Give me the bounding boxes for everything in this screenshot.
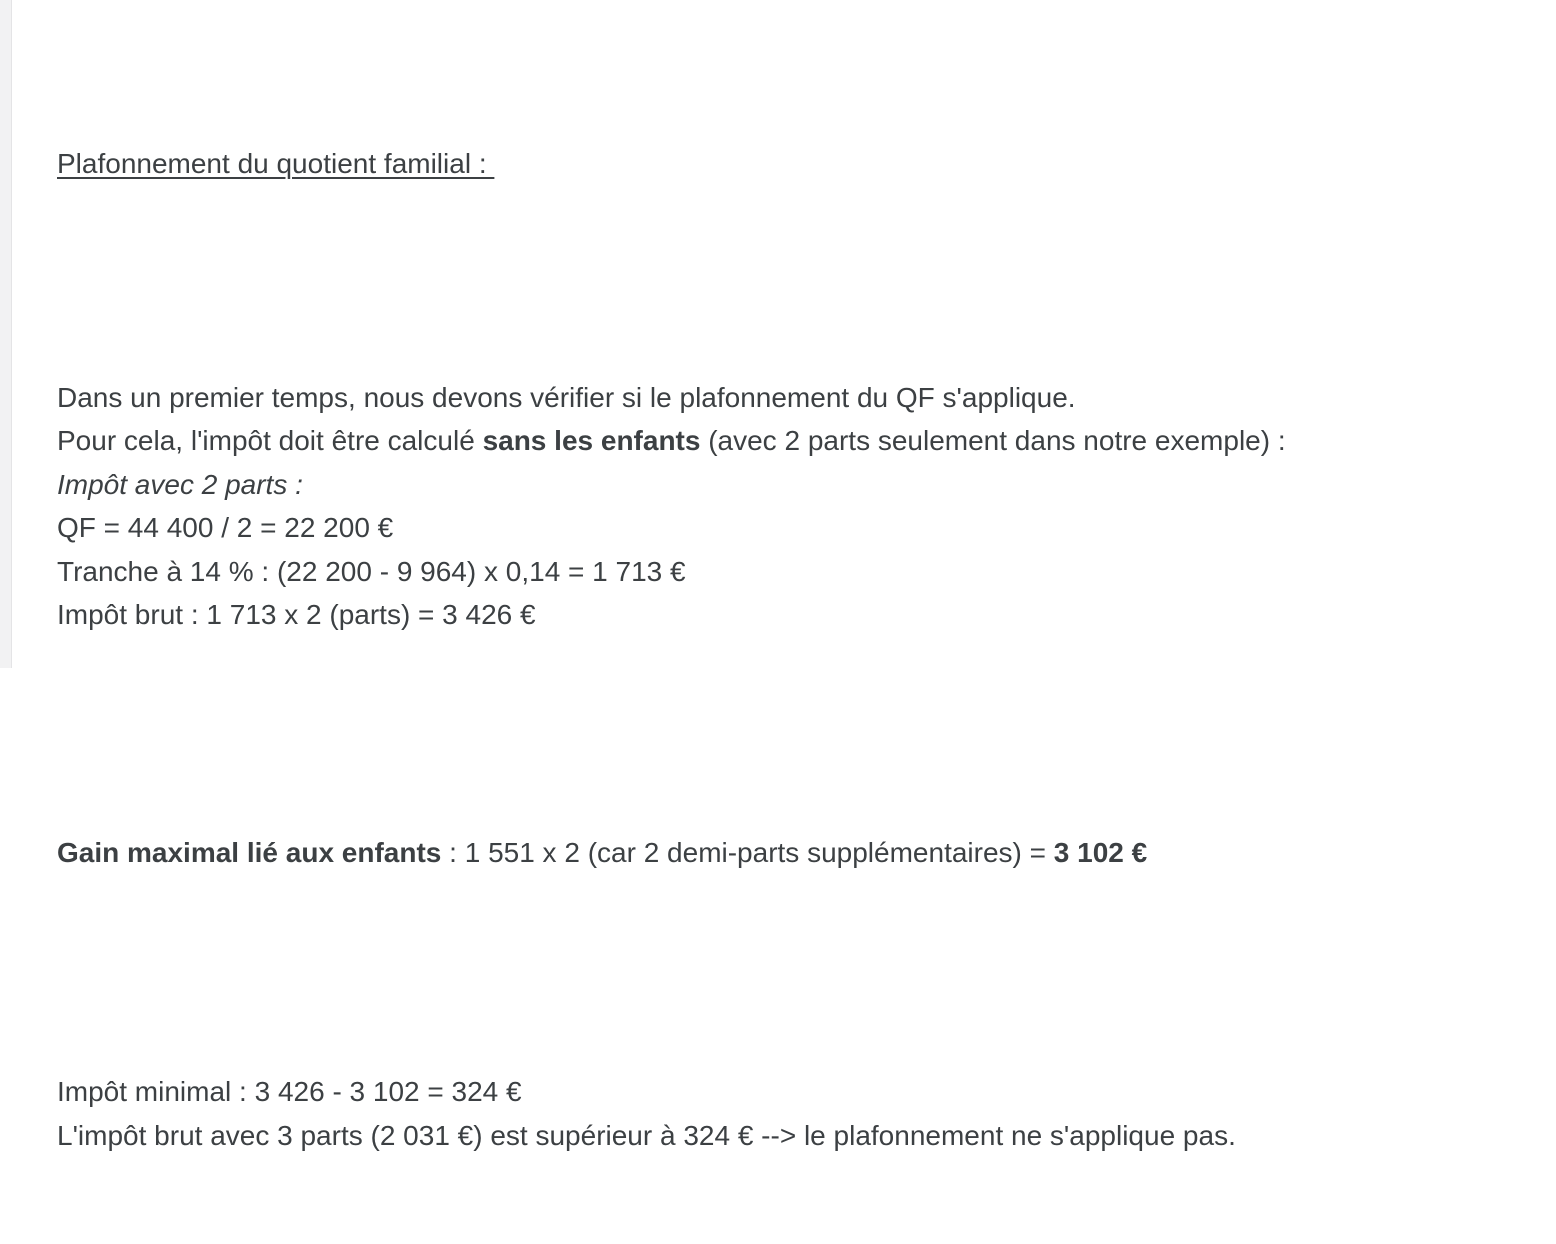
document-body (57, 0, 1516, 1244)
calc-qf-line: QF = 44 400 / 2 = 22 200 € (57, 512, 394, 543)
impot-minimal-line: Impôt minimal : 3 426 - 3 102 = 324 € (57, 1076, 522, 1107)
intro-line-1: Dans un premier temps, nous devons vérifier si le plafonnement du QF s'applique. (57, 381, 1076, 413)
gain-middle: : 1 551 x 2 (car 2 demi-parts supplémentaires) = (441, 837, 1054, 868)
intro-line-3-italic: Impôt avec 2 parts : (57, 468, 303, 500)
gain-result-bold: 3 102 € (1053, 837, 1148, 868)
section-heading-text: Plafonnement du quotient familial : (57, 147, 495, 179)
calc-tranche-line: Tranche à 14 % : (22 200 - 9 964) x 0,14 = 1 713 € (57, 555, 686, 587)
section-heading (57, 142, 1516, 186)
gain-paragraph (57, 831, 1516, 875)
intro-line-2-post: (avec 2 parts seulement dans notre exemple) : (700, 425, 1286, 456)
intro-line-2-bold: sans les enfants (482, 425, 701, 456)
conclusion-paragraph (57, 1070, 1516, 1157)
intro-line-2-pre: Pour cela, l'impôt doit être calculé (57, 425, 483, 456)
intro-paragraph (57, 376, 1516, 637)
gain-label-bold: Gain maximal lié aux enfants (57, 837, 442, 868)
page-left-margin-strip (0, 0, 12, 668)
calc-impot-brut-line: Impôt brut : 1 713 x 2 (parts) = 3 426 € (57, 599, 536, 630)
conclusion-line: L'impôt brut avec 3 parts (2 031 €) est supérieur à 324 € --> le plafonnement ne s'applique pas. (57, 1119, 1236, 1151)
